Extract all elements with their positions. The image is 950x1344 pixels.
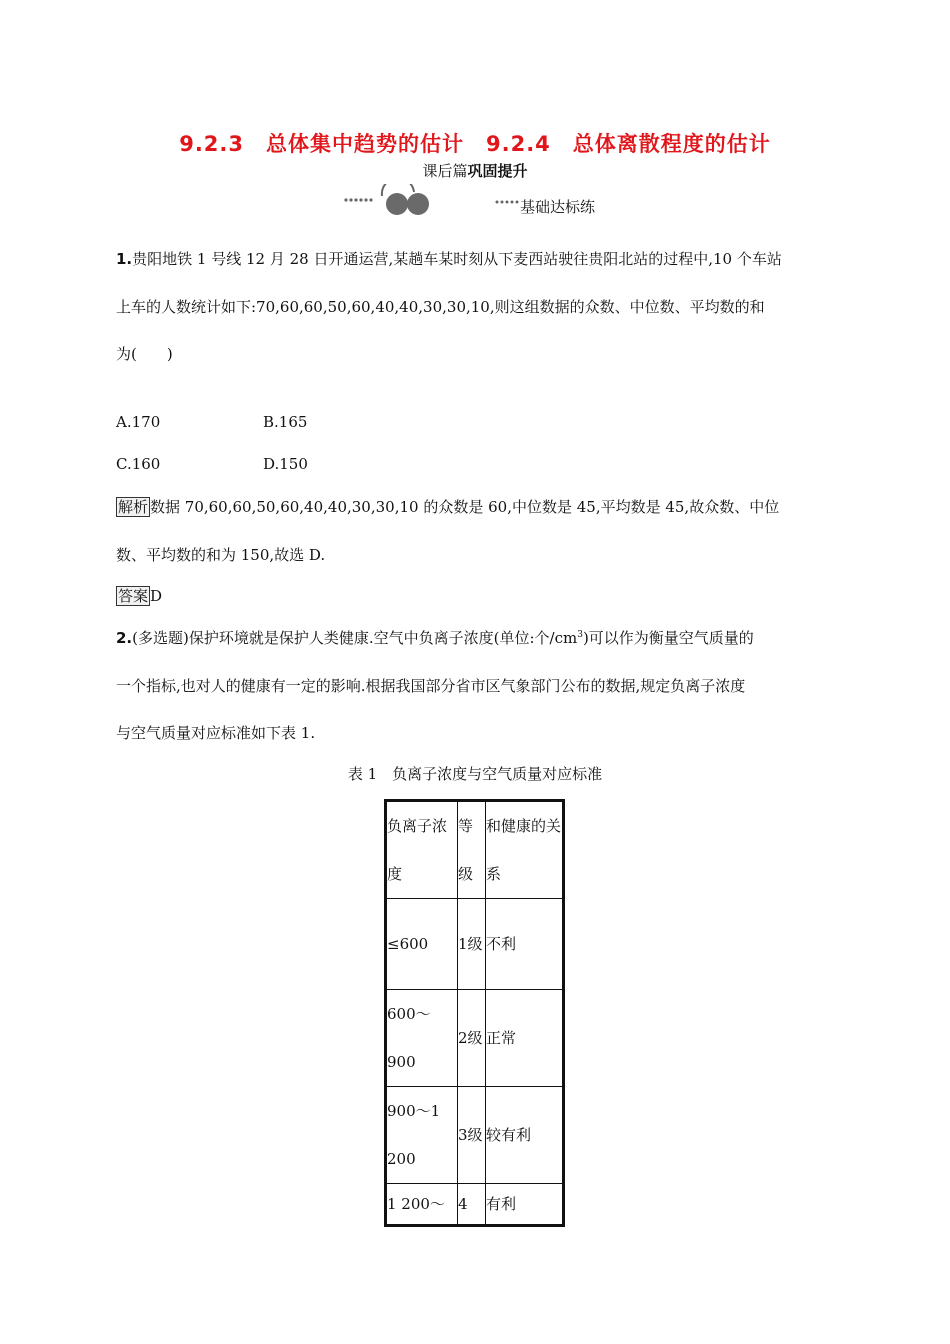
table-row	[386, 990, 564, 1087]
q1-line1	[116, 248, 782, 269]
q1-number: 1.	[116, 250, 133, 268]
q1-text1: 贵阳地铁 1 号线 12 月 28 日开通运营,某趟车某时刻从下麦西站驶往贵阳北站的过程中,10 个车站	[132, 250, 782, 268]
concentration-table	[384, 799, 565, 1227]
q1-option-d: D.150	[263, 455, 308, 473]
table-cell: 有利	[486, 1184, 564, 1226]
table-cell: 4	[458, 1184, 486, 1226]
q2-text1b: )可以作为衡量空气质量的	[582, 629, 754, 647]
subtitle-prefix: 课后篇	[422, 162, 468, 180]
table-cell: 正常	[486, 990, 564, 1087]
answer-label: 答案	[118, 587, 149, 605]
table-cell: 1 200～	[386, 1184, 458, 1226]
q2-sup: 3	[577, 630, 583, 640]
q1-answer: D	[150, 587, 163, 605]
q1-line2: 上车的人数统计如下:70,60,60,50,60,40,40,30,30,10,则这组数据的众数、中位数、平均数的和	[116, 298, 765, 316]
q1-option-a: A.170	[116, 413, 161, 431]
q2-line3: 与空气质量对应标准如下表 1.	[116, 724, 316, 742]
table-cell: ≤600	[386, 899, 458, 990]
page-title: 9.2.3 总体集中趋势的估计 9.2.4 总体离散程度的估计	[179, 132, 771, 156]
table-cell: 1级	[458, 899, 486, 990]
table-cell: 较有利	[486, 1087, 564, 1184]
q2-line2: 一个指标,也对人的健康有一定的影响.根据我国部分省市区气象部门公布的数据,规定负离子浓度	[116, 677, 746, 695]
q1-answer-line	[116, 585, 162, 606]
q1-option-b: B.165	[263, 413, 308, 431]
table-caption: 表 1 负离子浓度与空气质量对应标准	[347, 765, 603, 783]
table-cell: 不利	[486, 899, 564, 990]
table-header-cell: 负离子浓度	[386, 801, 458, 899]
table-header-row	[386, 801, 564, 899]
section-banner	[342, 184, 622, 216]
section-decoration-icon	[342, 184, 442, 216]
table-header-cell: 和健康的关系	[486, 801, 564, 899]
table-cell: 2级	[458, 990, 486, 1087]
q1-option-c: C.160	[116, 455, 161, 473]
table-cell: 900～1 200	[386, 1087, 458, 1184]
table-cell: 3级	[458, 1087, 486, 1184]
analysis-label: 解析	[118, 498, 149, 516]
q1-analysis-line1	[116, 496, 779, 517]
q2-number: 2.	[116, 629, 133, 647]
q1-analysis-text1: 数据 70,60,60,50,60,40,40,30,30,10 的众数是 60,中位数是 45,平均数是 45,故众数、中位	[150, 498, 780, 516]
table-header-cell: 等级	[458, 801, 486, 899]
table-cell: 600～900	[386, 990, 458, 1087]
q1-analysis-line2: 数、平均数的和为 150,故选 D.	[116, 546, 326, 564]
q1-line3: 为( )	[116, 345, 173, 363]
q2-line1	[116, 627, 754, 648]
table-row	[386, 1087, 564, 1184]
table-row	[386, 899, 564, 990]
subtitle-bold: 巩固提升	[467, 162, 528, 180]
q2-text1a: (多选题)保护环境就是保护人类健康.空气中负离子浓度(单位:个/cm	[132, 629, 578, 647]
table-row	[386, 1184, 564, 1226]
page-subtitle	[0, 160, 950, 181]
section-label: 基础达标练	[520, 198, 596, 216]
